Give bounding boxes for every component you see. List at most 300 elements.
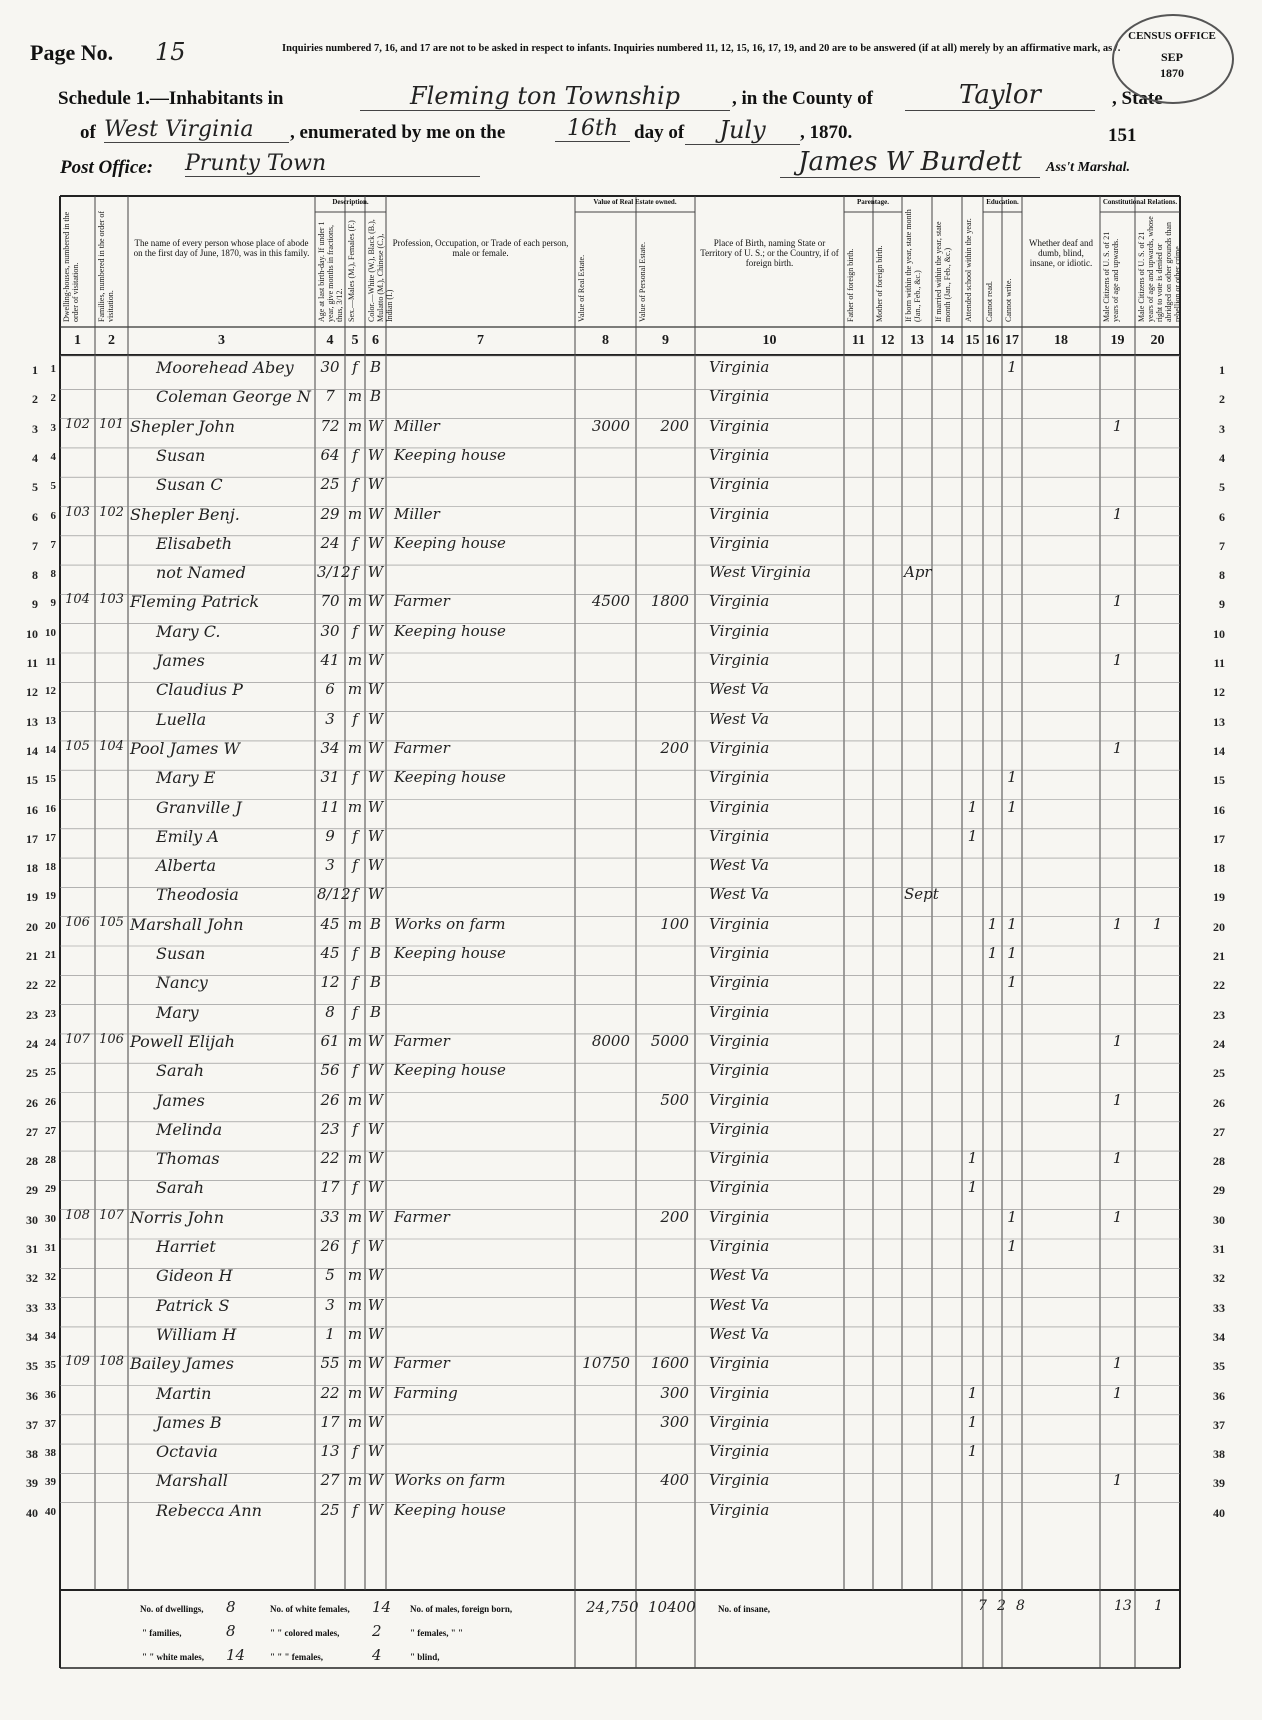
cell-birth: West Va [709, 1266, 769, 1285]
cell-pe: 200 [660, 738, 689, 757]
inner-line-number: 18 [45, 861, 56, 874]
cell-birth: West Va [709, 709, 769, 728]
cell-color: B [369, 973, 382, 992]
inner-line-number: 6 [50, 509, 56, 522]
cell-c17: 1 [1007, 1207, 1017, 1226]
line-number-right: 20 [1213, 919, 1225, 934]
cell-sex: m [347, 1149, 363, 1168]
cell-name: Fleming Patrick [130, 592, 260, 612]
cell-name: Gideon H [156, 1266, 233, 1286]
cell-color: W [367, 1031, 384, 1050]
cell-sex: m [347, 1031, 363, 1050]
cell-birth: West Va [709, 680, 769, 699]
cell-pe: 1800 [650, 592, 689, 611]
cell-color: W [367, 885, 384, 904]
cell-birth: Virginia [709, 944, 770, 962]
page-label: Page No. [30, 40, 114, 65]
line-number-right: 10 [1213, 626, 1225, 641]
cell-birth: Virginia [709, 1383, 770, 1402]
line-number-left: 19 [26, 890, 38, 905]
cell-sex: f [352, 621, 358, 640]
header-male-citizens: Male Citizens of U. S. of 21 years of age and upwards. [1102, 231, 1120, 322]
cell-c16: 1 [987, 944, 998, 962]
cell-occ: Keeping house [394, 621, 506, 640]
line-number-right: 17 [1213, 831, 1225, 846]
cell-occ: Keeping house [394, 445, 506, 464]
cell-occ: Keeping house [394, 768, 506, 787]
header-cannot-write: Cannot write. [1004, 278, 1013, 322]
header-color: Color.—White (W.), Black (B.), Mulatto (M.), Chinese (C.), Indian (I.) [367, 219, 394, 322]
cell-c17: 1 [1007, 1237, 1017, 1255]
line-number-right: 8 [1219, 568, 1225, 583]
cell-c15: 1 [967, 1149, 978, 1168]
cell-c15: 1 [967, 797, 978, 816]
white-females-total: 14 [372, 1598, 392, 1616]
column-number: 1 [74, 333, 81, 348]
line-number-left: 8 [32, 568, 38, 583]
line-number-right: 7 [1219, 538, 1225, 553]
cell-age: 12 [320, 973, 340, 992]
cell-color: W [367, 1149, 384, 1168]
cell-birth: Virginia [709, 533, 770, 552]
cell-sex: f [352, 358, 358, 376]
cell-sex: m [347, 1207, 363, 1226]
cell-age: 30 [320, 621, 340, 640]
cell-color: W [367, 1471, 384, 1490]
cell-age: 13 [320, 1442, 340, 1461]
cell-color: B [369, 944, 382, 962]
inner-line-number: 9 [50, 597, 56, 610]
line-number-right: 40 [1213, 1505, 1225, 1520]
cell-color: W [367, 709, 384, 728]
inner-line-number: 37 [45, 1417, 56, 1430]
cell-name: Sarah [156, 1061, 204, 1081]
header-infirmities: Whether deaf and dumb, blind, insane, or idiotic. [1029, 238, 1093, 268]
day-of-label: day of [634, 122, 685, 143]
cell-fam: 108 [99, 1354, 124, 1370]
cell-name: Granville J [156, 797, 242, 817]
cell-color: W [367, 738, 384, 757]
inner-line-number: 31 [45, 1242, 56, 1254]
column-number: 5 [351, 333, 359, 348]
cannot-write-total: 8 [1016, 1598, 1025, 1614]
cell-sex: m [347, 1324, 363, 1343]
cell-name: Thomas [156, 1149, 220, 1169]
cell-name: Mary C. [156, 621, 221, 641]
cell-c17: 1 [1007, 797, 1017, 816]
cell-age: 25 [320, 1500, 340, 1519]
inner-line-number: 38 [45, 1447, 56, 1460]
cell-fam: 107 [99, 1207, 124, 1223]
cell-c15: 1 [967, 1442, 978, 1461]
cell-birth: Virginia [709, 358, 770, 376]
cell-birth: West Va [709, 856, 769, 875]
cell-birth: Virginia [709, 1207, 770, 1226]
header-cannot-read: Cannot read. [985, 281, 994, 322]
cell-sex: m [347, 651, 363, 669]
line-number-left: 4 [32, 450, 38, 465]
column-number: 7 [477, 333, 484, 348]
cell-occ: Keeping house [394, 1061, 506, 1080]
cell-pe: 400 [660, 1471, 689, 1490]
inner-line-number: 17 [45, 831, 56, 844]
line-number-right: 32 [1213, 1271, 1225, 1286]
cell-birth: Virginia [709, 1237, 770, 1255]
line-number-right: 38 [1213, 1447, 1225, 1462]
cell-occ: Works on farm [394, 914, 506, 933]
inner-line-number: 28 [45, 1154, 56, 1167]
header-description-group: Description. [332, 198, 369, 206]
cell-birth: Virginia [709, 416, 770, 435]
cell-birth: Virginia [709, 826, 770, 845]
cell-color: W [367, 1237, 384, 1255]
cell-name: Mary E [156, 768, 216, 788]
header-born-in-year: If born within the year, state month (Jan., Feb., &c.) [904, 209, 922, 322]
cell-name: Harriet [156, 1237, 216, 1256]
cell-color: W [367, 504, 384, 523]
header-name: The name of every person whose place of abode on the first day of June, 1870, was in this family. [133, 238, 310, 258]
inner-line-number: 20 [45, 919, 56, 932]
cell-age: 11 [320, 797, 340, 816]
cell-color: W [367, 621, 384, 640]
inner-line-number: 7 [50, 538, 56, 551]
cell-birth: West Va [709, 885, 769, 904]
cell-color: W [367, 1383, 384, 1402]
cell-color: W [367, 1442, 384, 1461]
cell-re: 8000 [591, 1031, 630, 1050]
cell-color: W [367, 1061, 384, 1080]
cell-c17: 1 [1007, 944, 1017, 962]
cell-dw: 105 [65, 738, 90, 754]
cell-name: Susan C [156, 475, 223, 495]
cell-name: Susan [156, 944, 206, 963]
cell-sex: f [352, 1442, 358, 1461]
line-number-right: 30 [1213, 1212, 1225, 1227]
cell-c20: 1 [1152, 914, 1163, 933]
cell-name: Sarah [156, 1178, 204, 1198]
line-number-right: 31 [1213, 1242, 1225, 1256]
cell-c15: 1 [967, 1412, 978, 1431]
line-number-right: 39 [1213, 1476, 1225, 1491]
inner-line-number: 14 [45, 743, 56, 756]
line-number-right: 3 [1219, 421, 1225, 436]
cell-name: Martin [156, 1383, 212, 1403]
line-number-left: 29 [26, 1183, 38, 1198]
inner-line-number: 24 [45, 1036, 56, 1049]
line-number-right: 14 [1213, 743, 1225, 758]
line-number-left: 33 [26, 1300, 38, 1315]
line-number-right: 23 [1213, 1007, 1225, 1022]
header-parentage-group: Parentage. [857, 198, 889, 206]
inner-line-number: 34 [45, 1329, 56, 1342]
cell-birth: Virginia [709, 1178, 770, 1197]
header-occupation: Profession, Occupation, or Trade of each person, male or female. [392, 238, 569, 258]
line-number-right: 16 [1213, 802, 1225, 817]
post-office-label: Post Office: [60, 157, 154, 178]
state: West Virginia [104, 117, 289, 143]
cell-age: 17 [320, 1178, 340, 1197]
cell-color: B [369, 387, 382, 406]
cell-color: W [367, 1500, 384, 1519]
inner-line-number: 32 [45, 1271, 56, 1284]
cell-birth: Virginia [709, 651, 770, 669]
cell-dw: 104 [65, 592, 90, 608]
cell-fam: 102 [99, 504, 124, 520]
line-number-right: 6 [1219, 509, 1225, 524]
inner-line-number: 39 [45, 1476, 56, 1489]
cell-sex: f [352, 885, 358, 904]
line-number-left: 38 [26, 1447, 38, 1462]
cell-color: W [367, 445, 384, 464]
cell-occ: Farmer [394, 1031, 450, 1050]
line-number-left: 28 [26, 1154, 38, 1169]
header-sex: Sex.—Males (M.), Females (F.) [347, 220, 356, 322]
cell-c19: 1 [1112, 1207, 1123, 1226]
cell-c17: 1 [1007, 768, 1017, 787]
township: Fleming ton Township [360, 82, 730, 111]
cell-sex: m [347, 680, 363, 699]
cell-color: W [367, 1207, 384, 1226]
cell-name: Pool James W [130, 738, 240, 758]
cell-sex: m [347, 1354, 363, 1373]
cell-occ: Farmer [394, 1354, 450, 1373]
cell-pe: 200 [660, 416, 689, 435]
line-number-right: 29 [1213, 1183, 1225, 1198]
marshal-label: Ass't Marshal. [1046, 160, 1131, 175]
cell-sex: m [347, 1383, 363, 1402]
cell-age: 22 [320, 1149, 340, 1168]
line-number-left: 16 [26, 802, 38, 817]
cell-sex: f [352, 1061, 358, 1080]
cell-birth: Virginia [709, 738, 770, 757]
inner-line-number: 29 [45, 1183, 56, 1196]
cell-age: 33 [320, 1207, 340, 1226]
inner-line-number: 23 [45, 1007, 56, 1020]
cell-age: 34 [320, 738, 340, 757]
cell-sex: m [347, 504, 363, 523]
inner-line-number: 22 [45, 978, 56, 991]
cell-color: W [367, 1090, 384, 1109]
cell-sex: m [347, 914, 363, 933]
line-number-left: 24 [26, 1036, 38, 1051]
line-number-right: 22 [1213, 978, 1225, 993]
year-label: , 1870. [800, 122, 853, 143]
line-number-right: 25 [1213, 1066, 1225, 1081]
cell-age: 25 [320, 475, 340, 494]
cell-color: B [369, 1002, 382, 1021]
cell-occ: Keeping house [394, 533, 506, 552]
line-number-left: 21 [26, 949, 38, 963]
line-number-right: 1 [1219, 363, 1225, 377]
cell-color: W [367, 1266, 384, 1285]
cell-occ: Farmer [394, 738, 450, 757]
column-number: 14 [940, 333, 954, 348]
cell-name: Coleman George N [156, 387, 311, 407]
column-number: 3 [218, 333, 225, 348]
header-mother-foreign: Mother of foreign birth. [875, 245, 884, 322]
inner-line-number: 26 [45, 1095, 56, 1108]
line-number-left: 22 [26, 978, 38, 993]
cell-birth: Virginia [709, 592, 770, 611]
cell-name: Bailey James [130, 1354, 234, 1374]
line-number-left: 27 [26, 1124, 38, 1139]
cell-name: Susan [156, 445, 206, 465]
inner-line-number: 30 [45, 1212, 56, 1225]
inner-line-number: 15 [45, 773, 56, 786]
cell-sex: f [352, 1178, 358, 1197]
cell-birth: Virginia [709, 1500, 770, 1519]
county-label: , in the County of [732, 88, 873, 109]
line-number-left: 35 [26, 1359, 38, 1374]
inner-line-number: 5 [50, 480, 56, 493]
cell-sex: m [347, 1090, 363, 1109]
inner-line-number: 36 [45, 1388, 56, 1401]
header-father-foreign: Father of foreign birth. [846, 248, 855, 322]
cell-sex: f [352, 856, 358, 875]
cell-dw: 102 [65, 416, 90, 432]
cell-occ: Keeping house [394, 944, 506, 962]
inner-line-number: 40 [45, 1505, 56, 1518]
cell-occ: Farming [394, 1383, 458, 1402]
cell-sex: f [352, 1237, 358, 1255]
real-estate-total: 24,750 [586, 1598, 639, 1616]
cell-dw: 106 [65, 914, 90, 930]
instructions: Inquiries numbered 7, 16, and 17 are not to be asked in respect to infants. Inquiries numbered 11, 12, 15, 16, 17, 19, and 20 are to be answered (if at all) merely by an affirmative mark, as /. [282, 43, 1121, 54]
cell-sex: m [347, 1295, 363, 1314]
cell-pe: 300 [660, 1383, 689, 1402]
cell-color: B [369, 358, 382, 376]
cell-color: W [367, 563, 384, 582]
header-real-estate-value: Value of Real Estate. [577, 254, 586, 322]
cell-birth: Virginia [709, 475, 770, 494]
line-number-right: 2 [1219, 392, 1225, 407]
cell-name: Marshall John [130, 914, 244, 934]
column-number: 4 [326, 333, 334, 348]
cell-occ: Farmer [394, 592, 450, 611]
cell-name: Norris John [130, 1207, 224, 1227]
cell-color: W [367, 856, 384, 875]
cell-color: W [367, 533, 384, 552]
cell-color: W [367, 1354, 384, 1373]
inner-line-number: 35 [45, 1359, 56, 1372]
cell-sex: m [347, 387, 363, 406]
inner-line-number: 2 [50, 392, 56, 405]
cell-age: 3 [325, 1295, 335, 1314]
cell-color: W [367, 680, 384, 699]
cell-dw: 107 [65, 1031, 90, 1047]
cell-sex: m [347, 1412, 363, 1431]
cell-c19: 1 [1112, 738, 1123, 757]
state-label: , State [1112, 88, 1163, 109]
cell-age: 7 [325, 387, 335, 406]
cell-sex: m [347, 738, 363, 757]
cell-name: Claudius P [156, 680, 243, 700]
cell-age: 17 [320, 1412, 340, 1431]
cell-age: 27 [320, 1471, 340, 1490]
cell-birth: Virginia [709, 1002, 770, 1021]
cell-c16: 1 [987, 914, 998, 933]
cell-fam: 105 [99, 914, 124, 930]
cell-color: W [367, 416, 384, 435]
line-number-right: 37 [1213, 1417, 1225, 1432]
cell-sex: m [347, 1471, 363, 1490]
column-number: 8 [602, 333, 609, 348]
cell-occ: Miller [394, 504, 440, 523]
cell-name: Emily A [156, 826, 219, 846]
cell-fam: 101 [99, 416, 124, 432]
cell-color: W [367, 1324, 384, 1343]
column-number: 11 [851, 333, 866, 348]
citizens-total: 13 [1114, 1598, 1132, 1614]
inner-line-number: 11 [45, 656, 56, 668]
cell-sex: f [352, 768, 358, 787]
cell-occ: Works on farm [394, 1471, 506, 1490]
cell-c19: 1 [1112, 1471, 1123, 1490]
cell-age: 3/12 [317, 563, 351, 582]
cell-age: 3 [325, 709, 335, 728]
cell-name: Luella [156, 709, 207, 729]
cell-color: W [367, 1295, 384, 1314]
cell-name: Nancy [156, 973, 208, 993]
enumeration-month: July [685, 116, 800, 145]
line-number-left: 20 [26, 919, 38, 934]
line-number-left: 10 [26, 626, 38, 641]
inner-line-number: 3 [50, 421, 56, 434]
county: Taylor [905, 80, 1095, 111]
sheet-number: 151 [1108, 125, 1137, 146]
schedule-label: Schedule 1.—Inhabitants in [58, 88, 284, 109]
header-married-in-year: If married within the year, state month (Jan., Feb., &c.) [934, 221, 952, 322]
cell-sex: f [352, 445, 358, 464]
inner-line-number: 21 [45, 949, 56, 961]
cell-c15: 1 [967, 1383, 978, 1402]
cell-birth: Virginia [709, 1471, 770, 1490]
cell-name: Marshall [156, 1471, 228, 1491]
cell-color: W [367, 797, 384, 816]
inner-line-number: 12 [45, 685, 56, 698]
cell-c19: 1 [1112, 914, 1123, 933]
marshal-signature: James W Burdett [780, 147, 1040, 178]
families-total: 8 [226, 1622, 236, 1640]
cell-color: W [367, 1119, 384, 1138]
cell-birth: Virginia [709, 1090, 770, 1109]
cell-c15: 1 [967, 826, 978, 845]
cell-name: Octavia [156, 1442, 218, 1462]
line-number-left: 39 [26, 1476, 38, 1491]
denied-vote-total: 1 [1154, 1598, 1163, 1614]
line-number-left: 17 [26, 831, 38, 846]
colored-males-total: 2 [372, 1622, 382, 1640]
line-number-left: 13 [26, 714, 38, 729]
cell-age: 3 [325, 856, 335, 875]
line-number-right: 26 [1213, 1095, 1225, 1110]
cell-birth: West Va [709, 1324, 769, 1343]
line-number-right: 27 [1213, 1124, 1225, 1139]
cell-c17: 1 [1007, 973, 1017, 992]
cell-c19: 1 [1112, 504, 1123, 523]
cell-age: 64 [320, 445, 340, 464]
header-personal-estate-value: Value of Personal Estate. [638, 242, 647, 322]
header-real-estate-group: Value of Real Estate owned. [593, 198, 677, 206]
cell-dw: 109 [65, 1354, 90, 1370]
line-number-right: 34 [1213, 1329, 1225, 1344]
line-number-left: 11 [26, 656, 38, 670]
cell-name: Theodosia [156, 885, 239, 905]
column-number: 15 [965, 333, 980, 348]
cell-sex: f [352, 1500, 358, 1519]
cell-age: 8 [325, 1002, 335, 1021]
cell-name: Powell Elijah [130, 1031, 235, 1051]
